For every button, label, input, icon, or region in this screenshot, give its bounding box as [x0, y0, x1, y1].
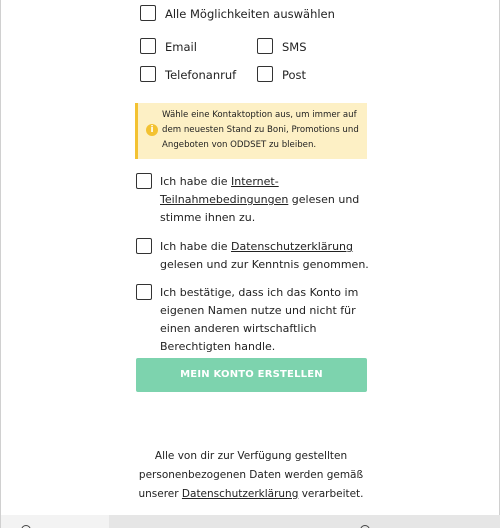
- info-icon: i: [146, 124, 158, 136]
- select-all-label: Alle Möglichkeiten auswählen: [165, 7, 335, 21]
- internet-terms-link[interactable]: Internet-Teilnahmebedingungen: [160, 175, 289, 206]
- internet-terms-checkbox[interactable]: [136, 173, 152, 189]
- notice-line-3: Angeboten von ODDSET zu bleiben.: [162, 140, 317, 150]
- footer-suffix: verarbeitet.: [298, 488, 364, 500]
- phone-checkbox[interactable]: [140, 66, 156, 82]
- phone-label: Telefonanruf: [165, 68, 237, 82]
- select-all-checkbox[interactable]: [140, 5, 156, 21]
- notice-text: [162, 108, 367, 153]
- privacy-footer: [131, 447, 371, 504]
- internet-terms-text: [160, 173, 372, 227]
- post-checkbox[interactable]: [257, 66, 273, 82]
- post-label: Post: [282, 68, 307, 82]
- privacy-suffix: gelesen und zur Kenntnis genommen.: [160, 258, 369, 271]
- own-account-text: Ich bestätige, dass ich das Konto im eigenen Namen nutze und nicht für einen anderen wirtschaftlich Berechtigten handle.: [160, 286, 359, 353]
- privacy-checkbox[interactable]: [136, 238, 152, 254]
- email-checkbox[interactable]: [140, 38, 156, 54]
- footer-privacy-link[interactable]: Datenschutzerklärung: [181, 488, 299, 500]
- bottom-navigation-bar: [1, 515, 500, 528]
- internet-terms-suffix: gelesen und stimme ihnen zu.: [160, 193, 360, 224]
- sms-checkbox[interactable]: [257, 38, 273, 54]
- footer-prefix: Alle von dir zur Verfügung gestellten personenbezogenen Daten werden gemäß unserer: [138, 450, 364, 500]
- notice-line-2: dem neuesten Stand zu Boni, Promotions und: [162, 125, 359, 135]
- create-account-button[interactable]: MEIN KONTO ERSTELLEN: [136, 358, 367, 392]
- contact-notice: [135, 103, 367, 159]
- sms-label: SMS: [282, 40, 307, 54]
- privacy-text: [160, 238, 372, 274]
- bottom-bar-active-segment[interactable]: [1, 515, 109, 528]
- internet-terms-prefix: Ich habe die: [160, 175, 232, 188]
- privacy-prefix: Ich habe die: [160, 240, 232, 253]
- email-label: Email: [165, 40, 197, 54]
- privacy-link[interactable]: Datenschutzerklärung: [231, 240, 354, 253]
- own-account-checkbox[interactable]: [136, 284, 152, 300]
- notice-line-1: Wähle eine Kontaktoption aus, um immer auf: [162, 110, 357, 120]
